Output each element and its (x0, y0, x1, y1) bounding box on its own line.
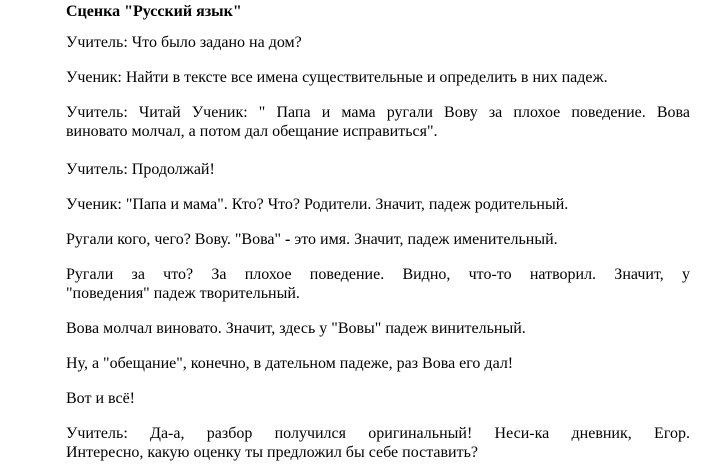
paragraph-teacher-reply (66, 424, 690, 462)
paragraph-vova-nominative (66, 230, 690, 249)
paragraph-line: Учитель: Читай Ученик: " Папа и мама ругали Вову за плохое поведение. Вова (66, 104, 690, 121)
paragraph-text: Учитель: Что было задано на дом? (66, 34, 302, 51)
paragraph-thats-all (66, 389, 690, 408)
paragraph-student-task (66, 68, 690, 87)
paragraph-text: Ученик: "Папа и мама". Кто? Что? Родители. Значит, падеж родительный. (66, 196, 569, 213)
paragraph-line: "поведения" падеж творительный. (66, 285, 300, 302)
paragraph-text: Вот и всё! (66, 390, 136, 407)
paragraph-text: Ну, а "обещание", конечно, в дательном падеже, раз Вова его дал! (66, 355, 514, 372)
paragraph-vova-accusative (66, 319, 690, 338)
document-title: Сценка "Русский язык" (66, 3, 242, 20)
paragraph-behavior-instrumental (66, 265, 690, 303)
bold-dash: - (285, 231, 291, 248)
paragraph-teacher-question (66, 33, 690, 52)
paragraph-text: Вова молчал виновато. Значит, здесь у "Вовы" падеж винительный. (66, 320, 526, 337)
text-segment: это имя. Значит, падеж именительный. (290, 231, 558, 248)
paragraph-teacher-read (66, 103, 690, 141)
paragraph-line: виновато молчал, а потом дал обещание исправиться". (66, 123, 438, 140)
paragraph-line: Интересно, какую оценку ты предложил бы себе поставить? (66, 444, 478, 461)
paragraph-line: Ругали за что? За плохое поведение. Видно, что-то натворил. Значит, у (66, 266, 690, 283)
paragraph-text: Учитель: Продолжай! (66, 161, 215, 178)
paragraph-teacher-continue (66, 160, 690, 179)
paragraph-text: Ученик: Найти в тексте все имена существительные и определить в них падеж. (66, 69, 608, 86)
text-segment: Ругали кого, чего? Вову. "Вова" (66, 231, 286, 248)
paragraph-promise-dative (66, 354, 690, 373)
paragraph-line: Учитель: Да-а, разбор получился оригинальный! Неси-ка дневник, Егор. (66, 425, 690, 442)
paragraph-student-answer (66, 195, 690, 214)
paragraph-text (66, 230, 690, 249)
